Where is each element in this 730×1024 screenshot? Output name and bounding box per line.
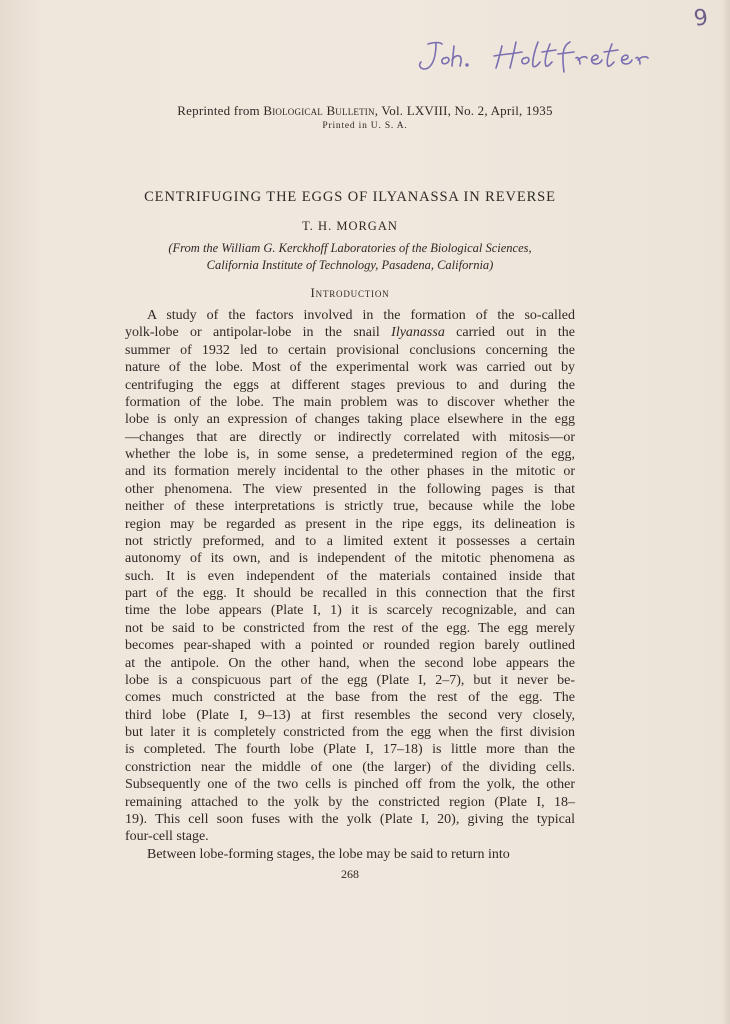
- body-line: Subsequently one of the two cells is pinched off from the yolk, the other: [125, 777, 575, 793]
- page-number: 268: [341, 867, 359, 881]
- body-line: nature of the lobe. Most of the experimental work was carried out by: [125, 360, 575, 376]
- body-line: but later it is completely constricted from the egg when the first division: [125, 725, 575, 740]
- page-edge-shadow: [722, 0, 730, 1024]
- body-line: lobe is only an expression of changes taking place elsewhere in the egg: [125, 412, 575, 428]
- body-line: remaining attached to the yolk by the constricted region (Plate I, 18–: [125, 794, 575, 810]
- body-line: centrifuging the eggs at different stages previous to and during the: [125, 377, 575, 393]
- body-line: and its formation merely incidental to the other phases in the mitotic or: [125, 464, 575, 480]
- author-affiliation: [0, 240, 700, 274]
- body-line: is completed. The fourth lobe (Plate I, 17–18) is little more than the: [125, 742, 575, 758]
- body-line: other phenomena. The view presented in the following pages is that: [125, 481, 575, 497]
- body-line: autonomy of its own, and is independent of the mitotic phenomena as: [125, 551, 575, 567]
- section-heading: Introduction: [310, 285, 390, 300]
- journal-name: Biological Bulletin: [263, 103, 375, 118]
- body-line: neither of these interpretations is strictly true, because while the lobe: [125, 499, 575, 515]
- body-line: such. It is even independent of the materials contained inside that: [125, 568, 575, 584]
- body-line: part of the egg. It should be recalled in this connection that the first: [125, 586, 575, 601]
- body-line: summer of 1932 led to certain provisional conclusions concerning the: [125, 342, 575, 358]
- reprint-prefix: Reprinted from: [177, 103, 260, 118]
- article-title: CENTRIFUGING THE EGGS OF ILYANASSA IN REVERSE: [144, 189, 556, 205]
- body-line: constriction near the middle of one (the larger) of the dividing cells.: [125, 759, 575, 775]
- article-author: T. H. MORGAN: [302, 219, 398, 233]
- body-line: —changes that are directly or indirectly correlated with mitosis—or: [125, 429, 575, 445]
- body-line: four-cell stage.: [125, 829, 209, 845]
- body-line: formation of the lobe. The main problem was to discover whether the: [125, 394, 575, 410]
- body-line: lobe is a conspicuous part of the egg (Plate I, 2–7), but it never be-: [125, 672, 575, 688]
- body-line: third lobe (Plate I, 9–13) at first resembles the second very closely,: [125, 707, 575, 723]
- body-line: time the lobe appears (Plate I, 1) it is scarcely recognizable, and can: [125, 603, 575, 619]
- body-line: 19). This cell soon fuses with the yolk (Plate I, 20), giving the typical: [125, 811, 575, 827]
- affiliation-line: California Institute of Technology, Pasadena, California): [206, 258, 494, 272]
- body-line: Between lobe-forming stages, the lobe may be said to return into: [147, 846, 510, 862]
- handwritten-page-mark: 9: [692, 5, 710, 32]
- body-line: at the antipole. On the other hand, when the second lobe appears the: [125, 655, 575, 671]
- reprint-details: , Vol. LXVIII, No. 2, April, 1935: [374, 103, 553, 118]
- handwritten-signature: [412, 32, 692, 82]
- body-text: [125, 307, 575, 863]
- reprint-notice: [0, 103, 730, 119]
- body-line: comes much constricted at the base from the rest of the egg. The: [125, 690, 575, 706]
- body-line: whether the lobe is, in some sense, a predetermined region of the egg,: [125, 447, 575, 462]
- body-line: becomes pear-shaped with a pointed or rounded region barely outlined: [125, 638, 575, 654]
- printed-in-notice: Printed in U. S. A.: [322, 121, 408, 131]
- italic-species-name: Ilyanassa: [391, 325, 445, 341]
- body-line: yolk-lobe or antipolar-lobe in the snail Ilyanassa carried out in the: [125, 325, 575, 341]
- body-line: A study of the factors involved in the formation of the so-called: [147, 308, 575, 323]
- body-line: not be said to be constricted from the rest of the egg. The egg merely: [125, 620, 575, 636]
- body-line: not strictly preformed, and to a limited extent it possesses a certain: [125, 533, 575, 549]
- body-line: region may be regarded as present in the ripe eggs, its delineation is: [125, 516, 575, 532]
- affiliation-line: (From the William G. Kerckhoff Laboratories of the Biological Sciences,: [168, 241, 532, 255]
